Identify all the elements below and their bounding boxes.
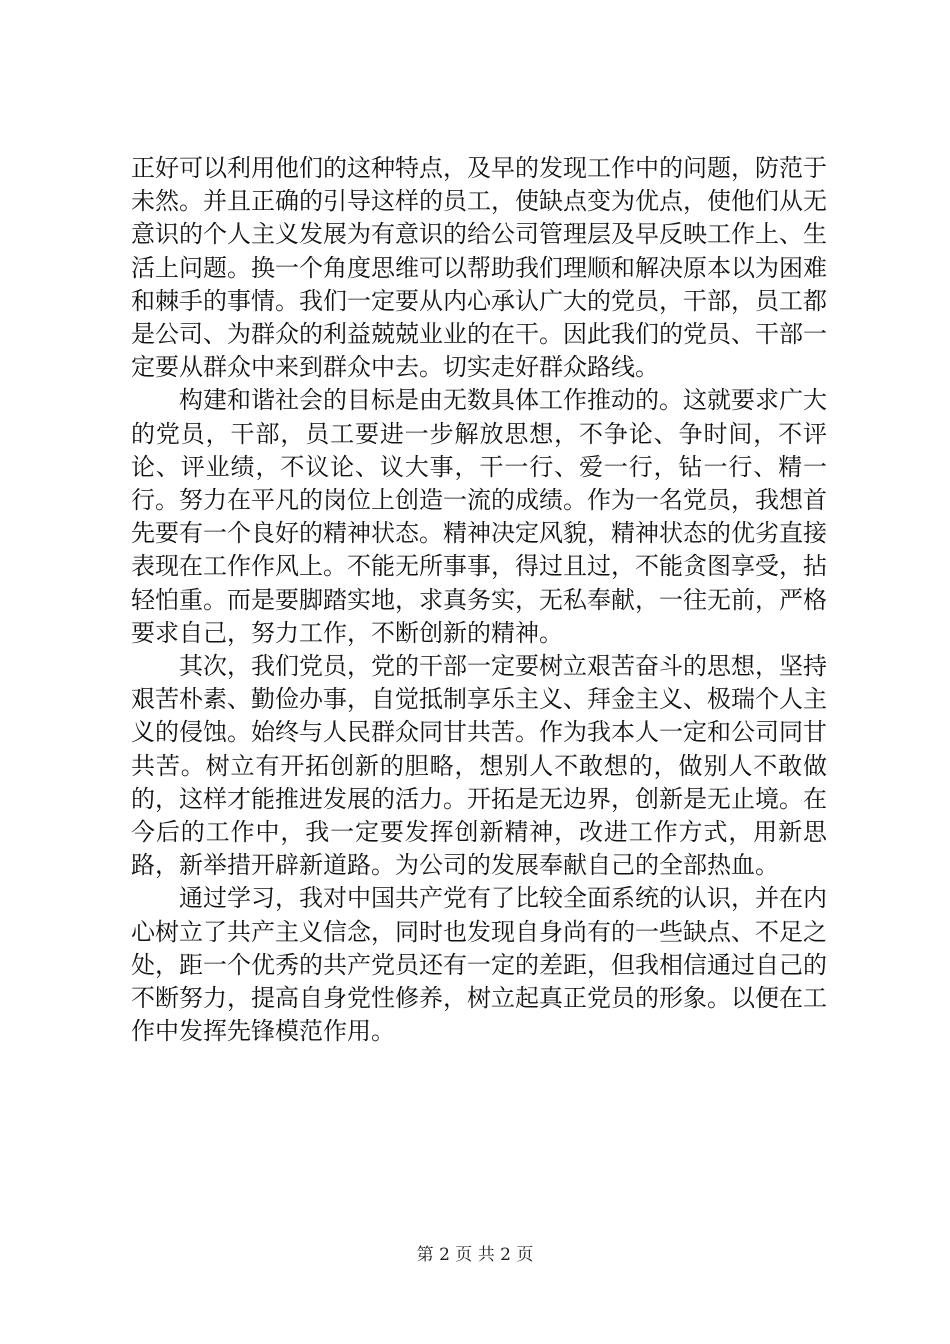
page-footer: 第 2 页 共 2 页 [416,1245,534,1265]
paragraph-conclusion: 通过学习，我对中国共产党有了比较全面系统的认识，并在内心树立了共产主义信念，同时也发现自身尚有的一些缺点、不足之处，距一个优秀的共产党员还有一定的差距，但我相信通过自己的不断努力，提高自身党性修养，树立起真正党员的形象。以便在工作中发挥先锋模范作用。 [131,884,827,1046]
paragraph-continuation: 正好可以利用他们的这种特点，及早的发现工作中的问题，防范于未然。并且正确的引导这样的员工，使缺点变为优点，使他们从无意识的个人主义发展为有意识的给公司管理层及早反映工作上、生活上问题。换一个角度思维可以帮助我们理顺和解决原本以为困难和棘手的事情。我们一定要从内心承认广大的党员，干部，员工都是公司、为群众的利益兢兢业业的在干。因此我们的党员、干部一定要从群众中来到群众中去。切实走好群众路线。 [131,154,827,382]
paragraph-hard-work: 其次，我们党员，党的干部一定要树立艰苦奋斗的思想，坚持艰苦朴素、勤俭办事，自觉抵制享乐主义、拜金主义、极瑞个人主义的侵蚀。始终与人民群众同甘共苦。作为我本人一定和公司同甘共苦。树立有开拓创新的胆略，想别人不敢想的，做别人不敢做的，这样才能推进发展的活力。开拓是无边界，创新是无止境。在今后的工作中，我一定要发挥创新精神，改进工作方式，用新思路，新举措开辟新道路。为公司的发展奉献自己的全部热血。 [131,652,827,880]
paragraph-harmonious-society: 构建和谐社会的目标是由无数具体工作推动的。这就要求广大的党员，干部，员工要进一步解放思想，不争论、争时间，不评论、评业绩，不议论、议大事，干一行、爱一行，钻一行、精一行。努力在平凡的岗位上创造一流的成绩。作为一名党员，我想首先要有一个良好的精神状态。精神决定风貌，精神状态的优劣直接表现在工作作风上。不能无所事事，得过且过，不能贪图享受，拈轻怕重。而是要脚踏实地，求真务实，无私奉献，一往无前，严格要求自己，努力工作，不断创新的精神。 [131,386,827,647]
document-body [131,152,827,1048]
